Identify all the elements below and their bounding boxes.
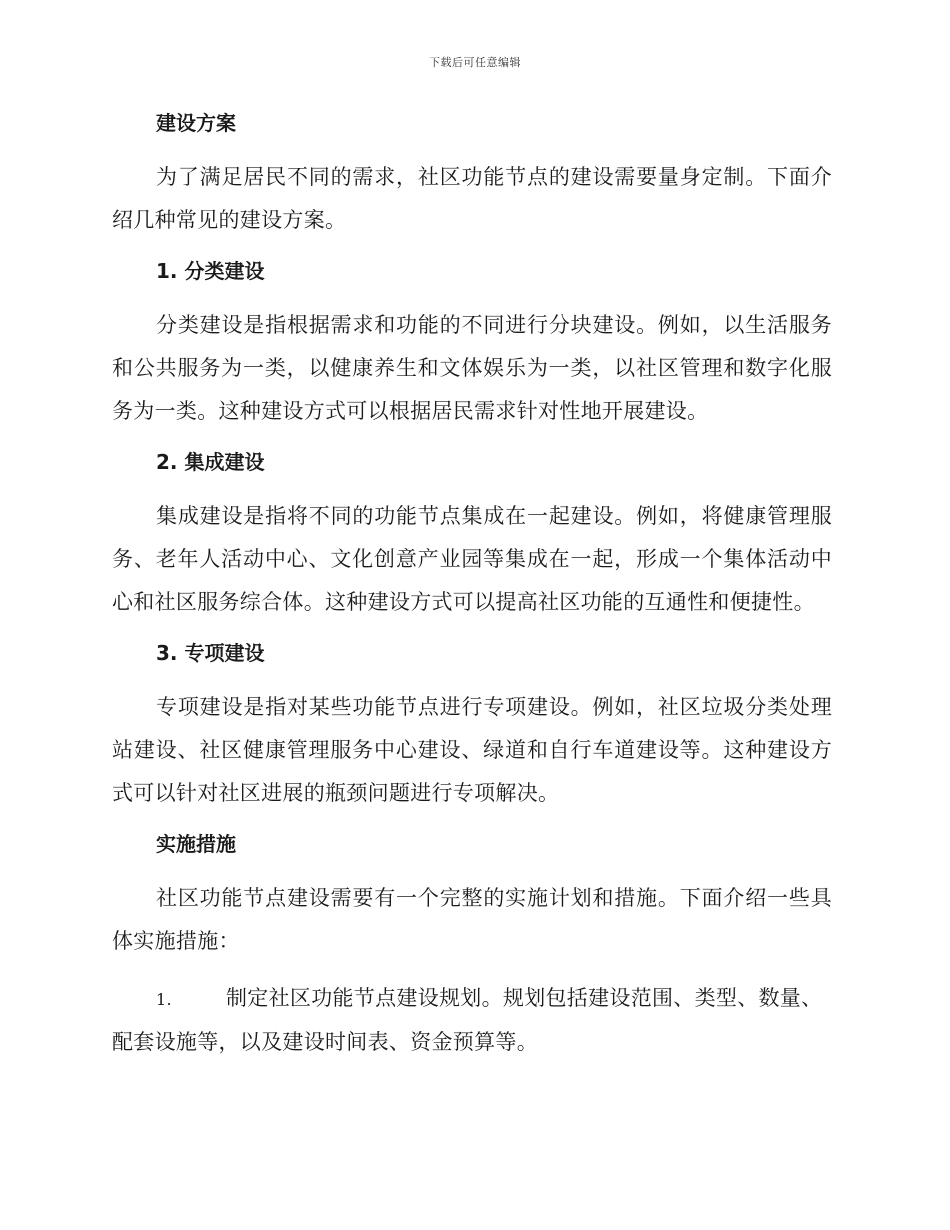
list-item <box>112 977 832 1064</box>
paragraph-category: 分类建设是指根据需求和功能的不同进行分块建设。例如，以生活服务和公共服务为一类，以健康养生和文体娱乐为一类，以社区管理和数字化服务为一类。这种建设方式可以根据居民需求针对性地开展建设。 <box>112 313 832 423</box>
paragraph-measures: 社区功能节点建设需要有一个完整的实施计划和措施。下面介绍一些具体实施措施： <box>112 886 832 953</box>
paragraph-integrated: 集成建设是指将不同的功能节点集成在一起建设。例如，将健康管理服务、老年人活动中心、文化创意产业园等集成在一起，形成一个集体活动中心和社区服务综合体。这种建设方式可以提高社区功能的互通性和便捷性。 <box>112 504 832 614</box>
paragraph-intro: 为了满足居民不同的需求，社区功能节点的建设需要量身定制。下面介绍几种常见的建设方案。 <box>112 165 832 232</box>
paragraph-special: 专项建设是指对某些功能节点进行专项建设。例如，社区垃圾分类处理站建设、社区健康管理服务中心建设、绿道和自行车道建设等。这种建设方式可以针对社区进展的瓶颈问题进行专项解决。 <box>112 695 832 805</box>
section-heading-measures: 实施措施 <box>156 832 236 856</box>
list-item-text: 制定社区功能节点建设规划。规划包括建设范围、类型、数量、配套设施等，以及建设时间表、资金预算等。 <box>112 986 823 1054</box>
section-heading-plan: 建设方案 <box>156 111 236 135</box>
page-header: 下载后可任意编辑 <box>429 56 521 69</box>
document-body <box>112 108 832 1064</box>
section-heading-integrated: 2. 集成建设 <box>156 450 265 474</box>
section-heading-special: 3. 专项建设 <box>156 641 265 665</box>
section-heading-category: 1. 分类建设 <box>156 259 265 283</box>
list-item-number: 1. <box>156 990 172 1009</box>
